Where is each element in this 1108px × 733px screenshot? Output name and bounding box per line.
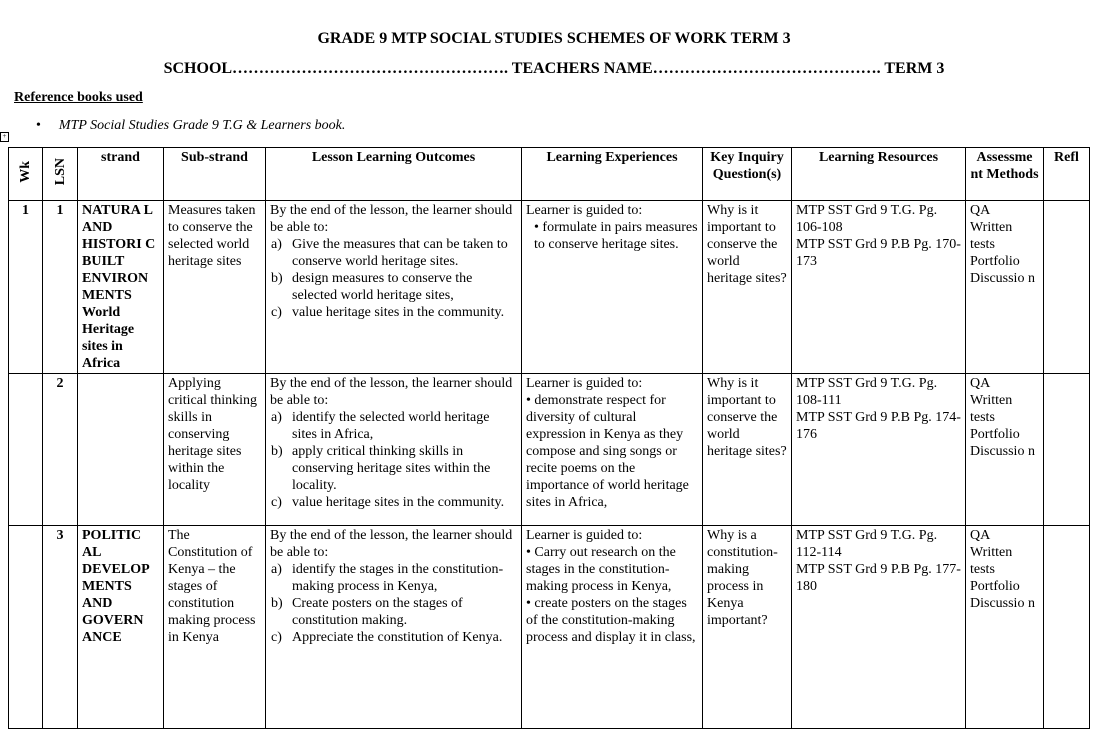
outcome-item: value heritage sites in the community.: [292, 495, 505, 510]
assessment-item: Discussio n: [970, 271, 1035, 286]
outcomes-intro: By the end of the lesson, the learner should be able to:: [270, 376, 513, 408]
cell-lsn: 3: [43, 526, 78, 729]
assessment-item: QA: [970, 528, 991, 543]
cell-wk: [9, 374, 43, 526]
assessment-item: Written tests: [970, 393, 1013, 425]
header-experiences: Learning Experiences: [522, 148, 703, 201]
cell-wk: 1: [9, 201, 43, 374]
assessment-item: Discussio n: [970, 444, 1035, 459]
assessment-item: Portfolio: [970, 254, 1020, 269]
cell-lsn: 1: [43, 201, 78, 374]
experiences-intro: Learner is guided to:: [526, 376, 643, 391]
outcome-item: identify the selected world heritage sites in Africa,: [292, 410, 490, 442]
assessment-item: QA: [970, 203, 991, 218]
assessment-item: Discussio n: [970, 596, 1035, 611]
outcomes-intro: By the end of the lesson, the learner should be able to:: [270, 203, 513, 235]
reference-heading: Reference books used: [14, 90, 143, 105]
outcome-item: design measures to conserve the selected world heritage sites,: [292, 271, 473, 303]
header-wk: Wk: [9, 148, 43, 201]
cell-reflection: [1044, 201, 1090, 374]
cell-strand: NATURA L AND HISTORI C BUILT ENVIRON MENTS World Heritage sites in Africa: [78, 201, 164, 374]
assessment-item: Written tests: [970, 545, 1013, 577]
assessment-item: QA: [970, 376, 991, 391]
table-row: [9, 374, 1090, 526]
outcomes-intro: By the end of the lesson, the learner should be able to:: [270, 528, 513, 560]
resource-item: MTP SST Grd 9 T.G. Pg. 106-108: [796, 203, 938, 235]
school-teacher-line: SCHOOL……………………………………………. TEACHERS NAME……………………………………. TERM 3: [163, 60, 945, 77]
cell-strand: POLITIC AL DEVELOP MENTS AND GOVERN ANCE: [78, 526, 164, 729]
header-strand: strand: [78, 148, 164, 201]
experience-item: • Carry out research on the stages in the constitution-making process in Kenya,: [526, 545, 676, 594]
cell-reflection: [1044, 526, 1090, 729]
cell-assessment: [966, 374, 1044, 526]
table-row: [9, 526, 1090, 729]
cell-inquiry: Why is it important to conserve the world heritage sites?: [703, 201, 792, 374]
cell-sub-strand: Applying critical thinking skills in conserving heritage sites within the locality: [164, 374, 266, 526]
bullet-icon: •: [36, 118, 41, 133]
outcomes-list: [270, 409, 517, 511]
cell-resources: [792, 201, 966, 374]
cell-outcomes: [266, 526, 522, 729]
cell-inquiry: Why is a constitution-making process in Kenya important?: [703, 526, 792, 729]
cell-resources: [792, 526, 966, 729]
cell-experiences: [522, 374, 703, 526]
document-title: GRADE 9 MTP SOCIAL STUDIES SCHEMES OF WORK TERM 3: [317, 30, 791, 47]
cell-experiences: [522, 201, 703, 374]
cell-experiences: [522, 526, 703, 729]
cell-outcomes: [266, 201, 522, 374]
header-sub-strand: Sub-strand: [164, 148, 266, 201]
resource-item: MTP SST Grd 9 T.G. Pg. 108-111: [796, 376, 938, 408]
outcome-item: apply critical thinking skills in conserving heritage sites within the locality.: [292, 444, 491, 493]
cell-wk: [9, 526, 43, 729]
outcome-item: identify the stages in the constitution-making process in Kenya,: [292, 562, 504, 594]
outcome-item: Appreciate the constitution of Kenya.: [292, 630, 503, 645]
reference-item: [36, 118, 345, 134]
cell-sub-strand: Measures taken to conserve the selected world heritage sites: [164, 201, 266, 374]
header-row: [9, 148, 1090, 201]
header-reflection: Refl: [1044, 148, 1090, 201]
header-resources: Learning Resources: [792, 148, 966, 201]
assessment-item: Written tests: [970, 220, 1013, 252]
outcome-item: Create posters on the stages of constitution making.: [292, 596, 463, 628]
resource-item: MTP SST Grd 9 P.B Pg. 177-180: [796, 562, 961, 594]
cell-reflection: [1044, 374, 1090, 526]
header-inquiry: Key Inquiry Question(s): [703, 148, 792, 201]
cell-strand: [78, 374, 164, 526]
table-move-handle-icon[interactable]: +: [0, 132, 9, 142]
table-row: [9, 201, 1090, 374]
cell-lsn: 2: [43, 374, 78, 526]
cell-assessment: [966, 526, 1044, 729]
resource-item: MTP SST Grd 9 T.G. Pg. 112-114: [796, 528, 938, 560]
experience-item: • create posters on the stages of the constitution-making process and display it in class,: [526, 596, 696, 645]
schemes-table: [8, 147, 1090, 729]
outcomes-list: [270, 236, 517, 321]
cell-sub-strand: The Constitution of Kenya – the stages of constitution making process in Kenya: [164, 526, 266, 729]
cell-resources: [792, 374, 966, 526]
resource-item: MTP SST Grd 9 P.B Pg. 174-176: [796, 410, 961, 442]
experiences-intro: Learner is guided to:: [526, 203, 643, 218]
cell-assessment: [966, 201, 1044, 374]
header-outcomes: Lesson Learning Outcomes: [266, 148, 522, 201]
experience-item: • formulate in pairs measures to conserve heritage sites.: [534, 220, 698, 252]
cell-inquiry: Why is it important to conserve the world heritage sites?: [703, 374, 792, 526]
outcome-item: Give the measures that can be taken to conserve world heritage sites.: [292, 237, 508, 269]
outcomes-list: [270, 561, 517, 646]
outcome-item: value heritage sites in the community.: [292, 305, 505, 320]
experiences-intro: Learner is guided to:: [526, 528, 643, 543]
cell-outcomes: [266, 374, 522, 526]
assessment-item: Portfolio: [970, 579, 1020, 594]
assessment-item: Portfolio: [970, 427, 1020, 442]
experience-item: • demonstrate respect for diversity of cultural expression in Kenya as they compose and sing songs or recite poems on the importance of world heritage sites in Africa,: [526, 393, 689, 510]
resource-item: MTP SST Grd 9 P.B Pg. 170-173: [796, 237, 961, 269]
reference-item-text: MTP Social Studies Grade 9 T.G & Learners book.: [58, 118, 346, 133]
header-assessment: Assessme nt Methods: [966, 148, 1044, 201]
header-lsn: LSN: [43, 148, 78, 201]
